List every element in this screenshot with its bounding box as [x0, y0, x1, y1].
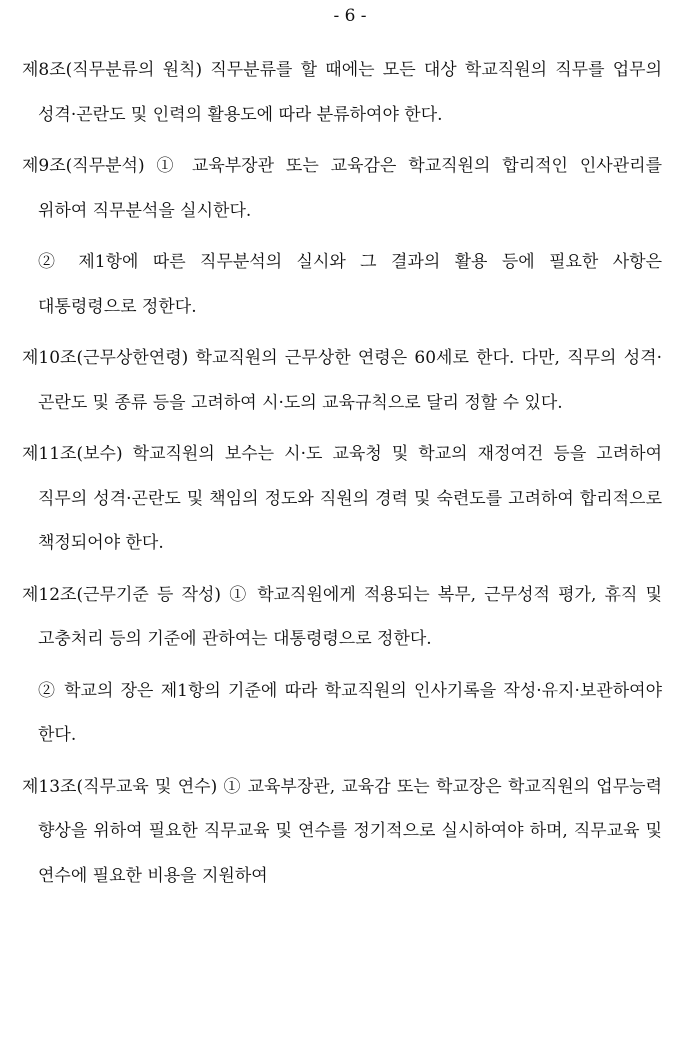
page-number: - 6 - — [333, 6, 367, 26]
article-13-clause-1: 제13조(직무교육 및 연수) ① 교육부장관, 교육감 또는 학교장은 학교직원의 업무능력 향상을 위하여 필요한 직무교육 및 연수를 정기적으로 실시하여야 하며, 직무교육 및 연수에 필요한 비용을 지원하여 — [22, 776, 662, 886]
document-body — [22, 48, 662, 905]
article-8: 제8조(직무분류의 원칙) 직무분류를 할 때에는 모든 대상 학교직원의 직무를 업무의 성격·곤란도 및 인력의 활용도에 따라 분류하여야 한다. — [22, 60, 662, 125]
article-12-clause-1: 제12조(근무기준 등 작성) ① 학교직원에게 적용되는 복무, 근무성적 평가, 휴직 및 고충처리 등의 기준에 관하여는 대통령령으로 정한다. — [22, 584, 662, 649]
article-9-clause-2: ② 제1항에 따른 직무분석의 실시와 그 결과의 활용 등에 필요한 사항은 대통령령으로 정한다. — [38, 252, 662, 317]
article-10: 제10조(근무상한연령) 학교직원의 근무상한 연령은 60세로 한다. 다만, 직무의 성격·곤란도 및 종류 등을 고려하여 시·도의 교육규칙으로 달리 정할 수 있다. — [22, 348, 662, 413]
article-12-clause-2: ② 학교의 장은 제1항의 기준에 따라 학교직원의 인사기록을 작성·유지·보관하여야 한다. — [38, 680, 662, 745]
article-11: 제11조(보수) 학교직원의 보수는 시·도 교육청 및 학교의 재정여건 등을 고려하여 직무의 성격·곤란도 및 책임의 정도와 직원의 경력 및 숙련도를 고려하여 합리적으로 책정되어야 한다. — [22, 444, 662, 553]
article-9-clause-1: 제9조(직무분석) ① 교육부장관 또는 교육감은 학교직원의 합리적인 인사관리를 위하여 직무분석을 실시한다. — [22, 156, 662, 221]
